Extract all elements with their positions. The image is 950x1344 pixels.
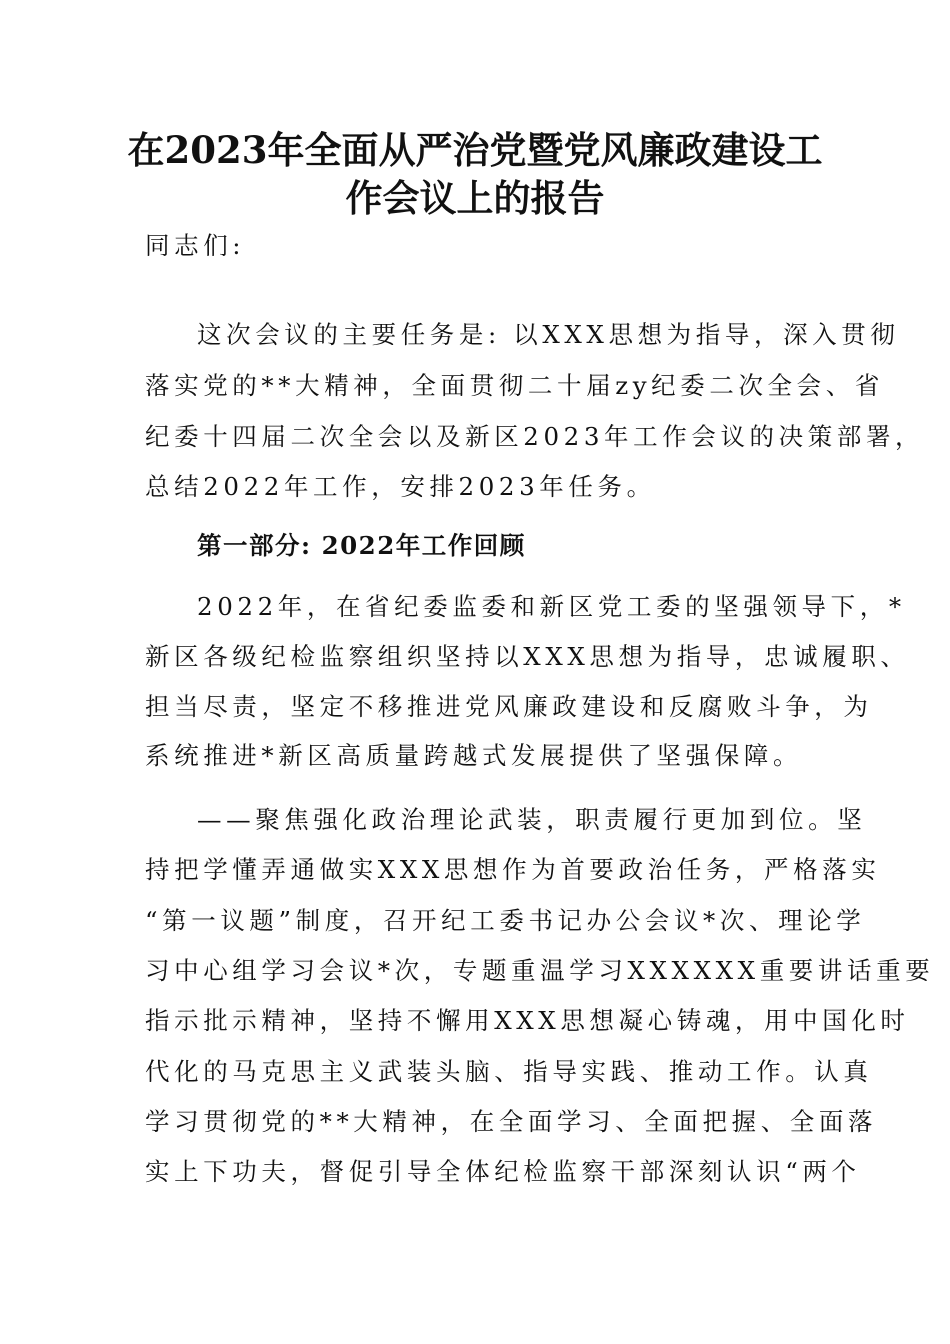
salutation: 同志们: [145,231,246,260]
paragraph-1-line-2: 落实党的**大精神，全面贯彻二十届zy纪委二次全会、省 [145,371,884,400]
paragraph-2-line-4: 系统推进*新区高质量跨越式发展提供了坚强保障。 [145,741,803,770]
paragraph-2-line-1: 2022年，在省纪委监委和新区党工委的坚强领导下，* [197,592,906,621]
paragraph-1-line-1: 这次会议的主要任务是: 以XXX思想为指导，深入贯彻 [197,320,900,349]
paragraph-3-line-4: 习中心组学习会议*次，专题重温学习XXXXXX重要讲话重要 [145,956,935,985]
section-heading: 第一部分: 2022年工作回顾 [197,531,526,560]
paragraph-3-line-6: 代化的马克思主义武装头脑、指导实践、推动工作。认真 [145,1057,873,1086]
paragraph-3-line-2: 持把学懂弄通做实XXX思想作为首要政治任务，严格落实 [145,855,881,884]
paragraph-3-line-3: “第一议题”制度，召开纪工委书记办公会议*次、理论学 [145,906,866,935]
paragraph-1-line-3: 纪委十四届二次全会以及新区2023年工作会议的决策部署， [145,422,925,451]
paragraph-2-line-3: 担当尽责，坚定不移推进党风廉政建设和反腐败斗争，为 [145,692,873,721]
paragraph-3-line-8: 实上下功夫，督促引导全体纪检监察干部深刻认识“两个 [145,1157,861,1186]
report-title-line-2: 作会议上的报告 [345,176,605,220]
paragraph-3-line-7: 学习贯彻党的**大精神，在全面学习、全面把握、全面落 [145,1107,878,1136]
paragraph-1-line-4: 总结2022年工作，安排2023年任务。 [145,472,656,501]
paragraph-3-line-1: ——聚焦强化政治理论武装，职责履行更加到位。坚 [197,805,867,834]
paragraph-2-line-2: 新区各级纪检监察组织坚持以XXX思想为指导，忠诚履职、 [145,642,910,671]
paragraph-3-line-5: 指示批示精神，坚持不懈用XXX思想凝心铸魂，用中国化时 [145,1006,910,1035]
report-title-line-1: 在2023年全面从严治党暨党风廉政建设工 [127,128,823,172]
